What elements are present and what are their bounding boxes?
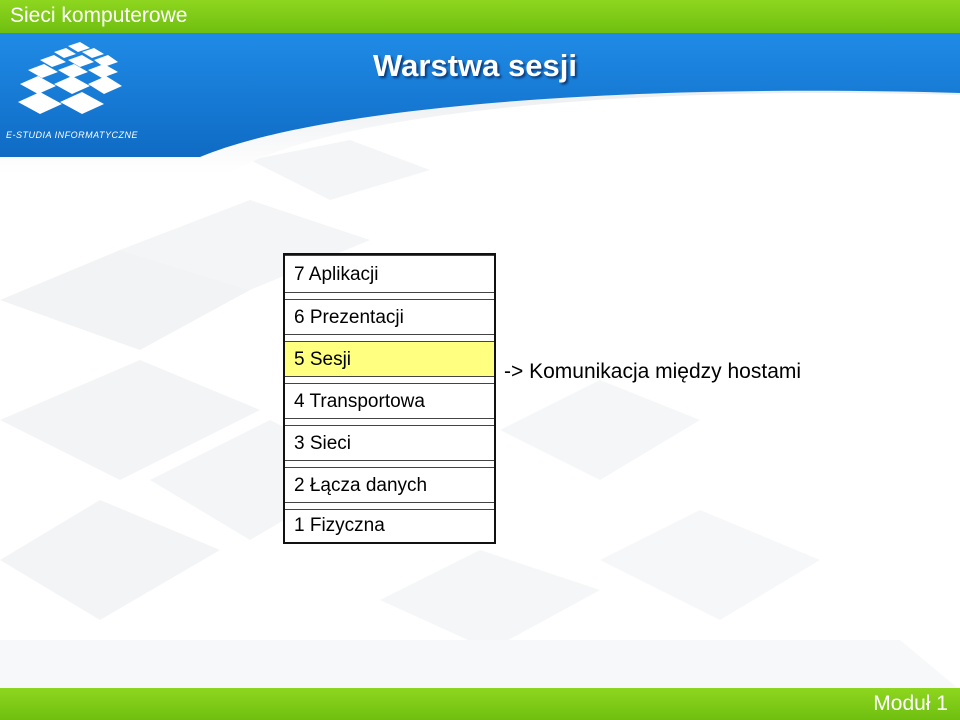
layer-label: 4 Transportowa bbox=[294, 391, 425, 412]
layer-7-aplikacji bbox=[285, 255, 494, 293]
layer-label: 7 Aplikacji bbox=[294, 264, 379, 285]
layer-label: 3 Sieci bbox=[294, 433, 352, 454]
logo-caption: E-STUDIA INFORMATYCZNE bbox=[6, 130, 138, 140]
course-title: Sieci komputerowe bbox=[10, 4, 188, 27]
layer-label: 5 Sesji bbox=[294, 349, 352, 370]
session-layer-description: -> Komunikacja między hostami bbox=[504, 360, 802, 383]
layer-label: 6 Prezentacji bbox=[294, 307, 404, 328]
layer-label: 1 Fizyczna bbox=[294, 515, 385, 536]
layer-1-fizyczna bbox=[285, 509, 494, 542]
layer-5-sesji bbox=[285, 341, 494, 377]
slide-title: Warstwa sesji bbox=[373, 48, 577, 83]
osi-layer-stack bbox=[283, 253, 496, 544]
bottom-bar bbox=[0, 688, 960, 720]
layer-label: 2 Łącza danych bbox=[294, 475, 428, 496]
layer-3-sieci bbox=[285, 425, 494, 461]
layer-6-prezentacji bbox=[285, 299, 494, 335]
layer-4-transportowa bbox=[285, 383, 494, 419]
module-label: Moduł 1 bbox=[873, 692, 948, 715]
layer-2-lacza-danych bbox=[285, 467, 494, 503]
